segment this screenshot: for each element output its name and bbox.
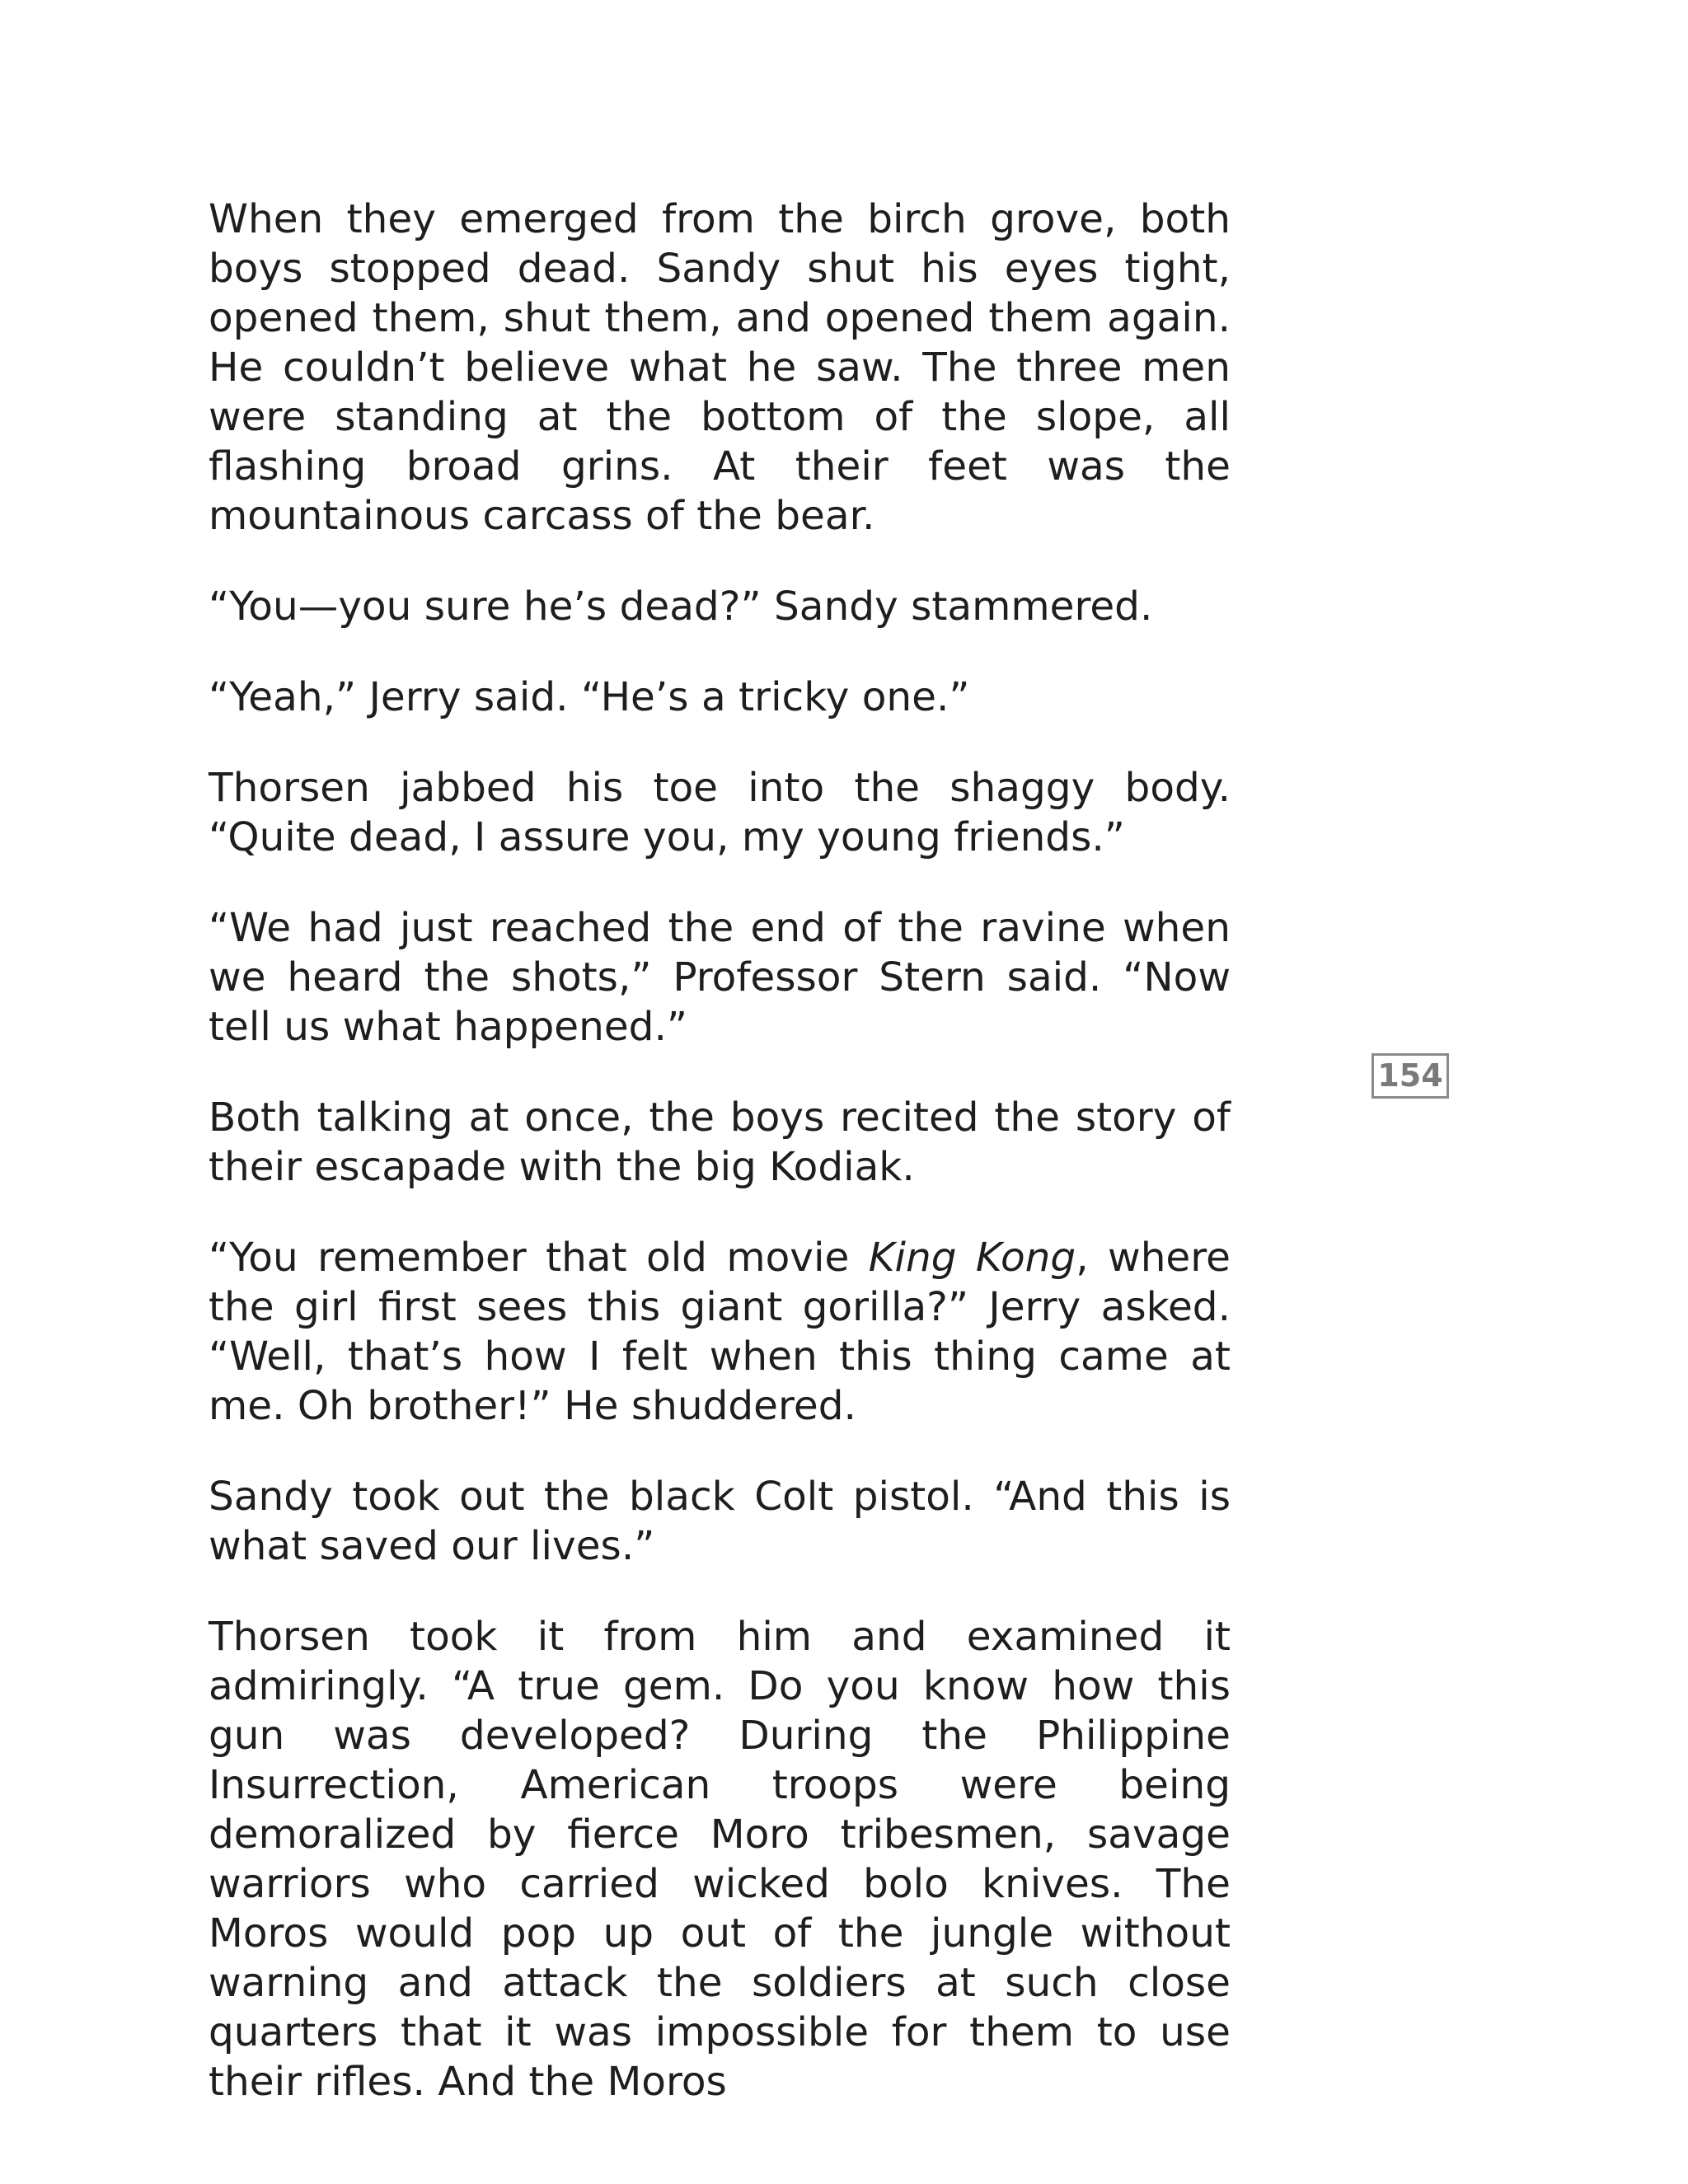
paragraph-3: “Yeah,” Jerry said. “He’s a tricky one.”: [209, 674, 970, 720]
paragraph-5: “We had just reached the end of the ravine when we heard the shots,” Professor Stern said. “Now tell us what happened.”: [209, 905, 1231, 1050]
paragraph-7-lead: “You remember that old movie: [209, 1235, 869, 1281]
page-body: [209, 194, 1231, 2148]
film-title: King Kong: [868, 1235, 1076, 1281]
paragraph-4: Thorsen jabbed his toe into the shaggy body. “Quite dead, I assure you, my young friends.”: [209, 765, 1231, 860]
paragraph-6: Both talking at once, the boys recited the story of their escapade with the big Kodiak.: [209, 1094, 1231, 1190]
paragraph-8: Sandy took out the black Colt pistol. “And this is what saved our lives.”: [209, 1474, 1231, 1569]
paragraph-9: Thorsen took it from him and examined it admiringly. “A true gem. Do you know how this gun was developed? During the Philippine Insurrection, American troops were being demoralized by fierce Moro tribesmen, savage warriors who carried wicked bolo knives. The Moros would pop up out of the jungle without warning and attack the soldiers at such close quarters that it was impossible for them to use their rifles. And the Moros: [209, 1614, 1231, 2105]
paragraph-1: When they emerged from the birch grove, both boys stopped dead. Sandy shut his eyes tight, opened them, shut them, and opened them again. He couldn’t believe what he saw. The three men were standing at the bottom of the slope, all flashing broad grins. At their feet was the mountainous carcass of the bear.: [209, 196, 1231, 539]
paragraph-2: “You—you sure he’s dead?” Sandy stammered.: [209, 583, 1153, 630]
page-number: 154: [1372, 1053, 1449, 1099]
paragraph-7: [209, 1233, 1231, 1431]
paragraph-7-rest: , where the girl first sees this giant gorilla?” Jerry asked. “Well, that’s how I felt when this thing came at me. Oh brother!” He shuddered.: [209, 1235, 1231, 1429]
